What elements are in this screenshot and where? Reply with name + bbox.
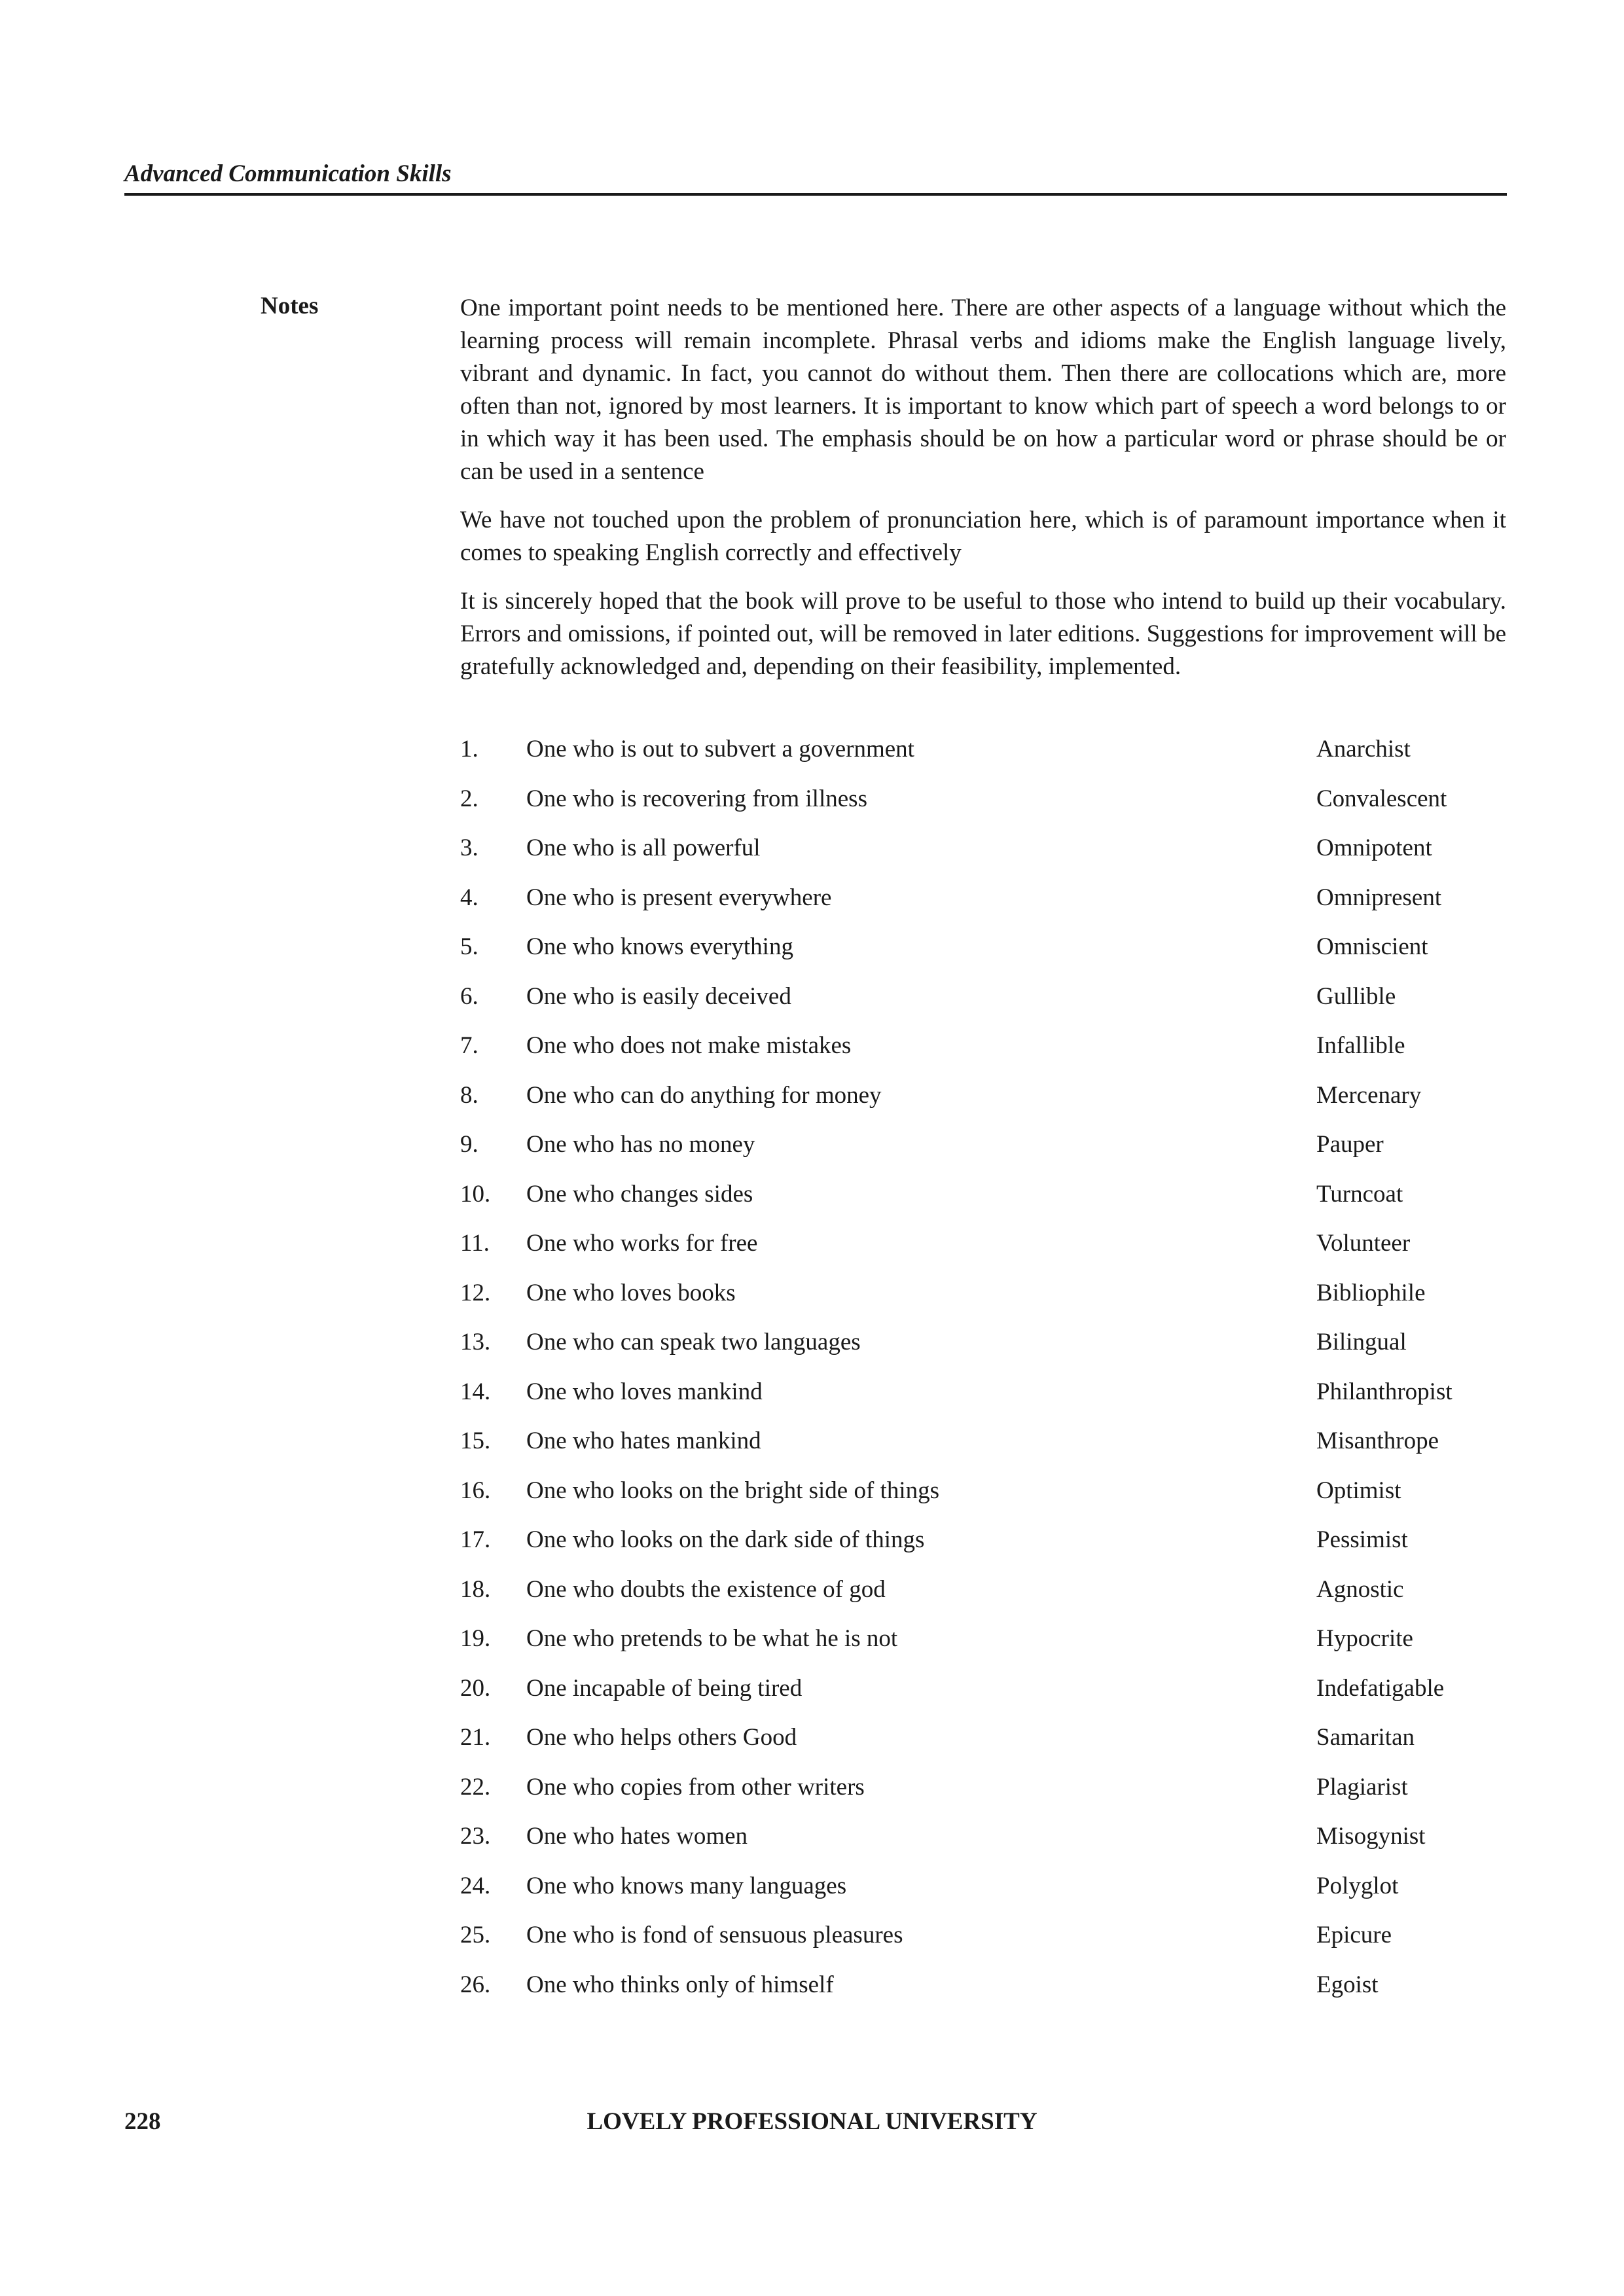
- list-item: [460, 1524, 1506, 1573]
- item-definition: One who doubts the existence of god: [526, 1575, 886, 1603]
- item-number: 12.: [460, 1279, 491, 1306]
- item-word: Omnipotent: [1316, 834, 1432, 861]
- item-number: 7.: [460, 1032, 478, 1059]
- list-item: [460, 832, 1506, 882]
- list-item: [460, 1919, 1506, 1969]
- list-item: [460, 1969, 1506, 2018]
- item-word: Optimist: [1316, 1477, 1401, 1504]
- item-definition: One who hates women: [526, 1823, 748, 1850]
- item-word: Philanthropist: [1316, 1378, 1453, 1405]
- item-number: 18.: [460, 1575, 491, 1603]
- item-word: Egoist: [1316, 1971, 1379, 1998]
- item-number: 16.: [460, 1477, 491, 1504]
- item-definition: One who is out to subvert a government: [526, 736, 914, 762]
- header-rule: [124, 193, 1507, 196]
- item-word: Omnipresent: [1316, 884, 1442, 911]
- list-item: [460, 1820, 1506, 1870]
- list-item: [460, 1376, 1506, 1426]
- item-definition: One who knows many languages: [526, 1872, 847, 1899]
- item-definition: One who can speak two languages: [526, 1329, 861, 1355]
- item-definition: One who is present everywhere: [526, 884, 832, 911]
- body-text: [460, 292, 1506, 699]
- list-item: [460, 733, 1506, 783]
- footer-publisher: LOVELY PROFESSIONAL UNIVERSITY: [586, 2108, 1038, 2135]
- item-word: Indefatigable: [1316, 1674, 1445, 1702]
- item-number: 13.: [460, 1329, 491, 1355]
- list-item: [460, 1030, 1506, 1079]
- item-word: Polyglot: [1316, 1872, 1399, 1899]
- list-item: [460, 1623, 1506, 1672]
- item-number: 24.: [460, 1872, 491, 1899]
- item-word: Turncoat: [1316, 1180, 1403, 1208]
- paragraph: We have not touched upon the problem of pronunciation here, which is of paramount importance when it comes to speaking English correctly and effectively: [460, 507, 1506, 566]
- item-definition: One who copies from other writers: [526, 1773, 865, 1801]
- item-definition: One who loves books: [526, 1279, 736, 1306]
- paragraph: One important point needs to be mentioned here. There are other aspects of a language without which the learning process will remain incomplete. Phrasal verbs and idioms make the English language lively, vibrant and dynamic. In fact, you cannot do without them. Then there are collocations which are, more often than not, ignored by most learners. It is important to know which part of speech a word belongs to or in which way it has been used. The emphasis should be on how a particular word or phrase should be or can be used in a sentence: [460, 295, 1506, 485]
- item-word: Infallible: [1316, 1032, 1405, 1059]
- item-number: 3.: [460, 834, 478, 861]
- notes-margin-label: Notes: [261, 293, 319, 319]
- list-item: [460, 980, 1506, 1030]
- item-word: Mercenary: [1316, 1081, 1422, 1109]
- item-number: 6.: [460, 982, 478, 1010]
- item-number: 25.: [460, 1922, 491, 1948]
- item-number: 21.: [460, 1724, 491, 1751]
- item-word: Anarchist: [1316, 736, 1411, 762]
- item-definition: One who is easily deceived: [526, 982, 791, 1010]
- item-definition: One who thinks only of himself: [526, 1971, 834, 1998]
- item-definition: One who loves mankind: [526, 1378, 763, 1405]
- item-definition: One who has no money: [526, 1131, 755, 1158]
- item-definition: One who is recovering from illness: [526, 785, 867, 812]
- item-word: Agnostic: [1316, 1575, 1404, 1603]
- list-item: [460, 1721, 1506, 1771]
- item-number: 20.: [460, 1674, 491, 1702]
- item-number: 2.: [460, 785, 478, 812]
- running-header: Advanced Communication Skills: [124, 160, 452, 187]
- item-word: Pauper: [1316, 1131, 1384, 1158]
- item-number: 19.: [460, 1625, 491, 1652]
- item-word: Volunteer: [1316, 1230, 1411, 1257]
- item-word: Pessimist: [1316, 1526, 1408, 1553]
- item-number: 11.: [460, 1230, 490, 1257]
- item-definition: One who helps others Good: [526, 1724, 797, 1751]
- item-number: 15.: [460, 1427, 491, 1454]
- page-number: 228: [124, 2108, 161, 2135]
- item-word: Omniscient: [1316, 933, 1428, 960]
- list-item: [460, 1326, 1506, 1376]
- item-word: Samaritan: [1316, 1724, 1415, 1751]
- item-word: Epicure: [1316, 1922, 1392, 1948]
- item-number: 17.: [460, 1526, 491, 1553]
- item-definition: One who looks on the bright side of things: [526, 1477, 940, 1504]
- list-item: [460, 1128, 1506, 1178]
- item-definition: One who hates mankind: [526, 1427, 761, 1454]
- item-word: Misanthrope: [1316, 1427, 1439, 1454]
- item-word: Hypocrite: [1316, 1625, 1413, 1652]
- item-number: 4.: [460, 884, 478, 911]
- item-definition: One who is fond of sensuous pleasures: [526, 1922, 903, 1948]
- list-item: [460, 1277, 1506, 1327]
- item-definition: One who changes sides: [526, 1180, 753, 1208]
- item-number: 9.: [460, 1131, 478, 1158]
- list-item: [460, 1475, 1506, 1524]
- list-item: [460, 1771, 1506, 1821]
- item-word: Convalescent: [1316, 785, 1447, 812]
- item-definition: One who can do anything for money: [526, 1081, 882, 1109]
- one-word-substitution-list: [460, 733, 1506, 2018]
- item-number: 22.: [460, 1773, 491, 1801]
- item-number: 23.: [460, 1823, 491, 1850]
- item-definition: One who works for free: [526, 1230, 758, 1257]
- paragraph: It is sincerely hoped that the book will prove to be useful to those who intend to build up their vocabulary. Errors and omissions, if pointed out, will be removed in later editions. Suggestions for improvement will be gratefully acknowledged and, depending on their feasibility, implemented.: [460, 588, 1506, 680]
- item-definition: One who pretends to be what he is not: [526, 1625, 898, 1652]
- list-item: [460, 1672, 1506, 1722]
- item-word: Bilingual: [1316, 1329, 1407, 1355]
- item-number: 26.: [460, 1971, 491, 1998]
- item-definition: One who is all powerful: [526, 834, 761, 861]
- list-item: [460, 1425, 1506, 1475]
- item-number: 10.: [460, 1180, 491, 1208]
- list-item: [460, 1178, 1506, 1228]
- item-number: 14.: [460, 1378, 491, 1405]
- list-item: [460, 1227, 1506, 1277]
- list-item: [460, 1079, 1506, 1129]
- item-word: Plagiarist: [1316, 1773, 1408, 1801]
- item-word: Gullible: [1316, 982, 1396, 1010]
- list-item: [460, 1573, 1506, 1623]
- list-item: [460, 783, 1506, 833]
- item-definition: One incapable of being tired: [526, 1674, 803, 1702]
- item-word: Misogynist: [1316, 1823, 1426, 1850]
- list-item: [460, 882, 1506, 931]
- item-definition: One who looks on the dark side of things: [526, 1526, 925, 1553]
- item-definition: One who knows everything: [526, 933, 793, 960]
- list-item: [460, 1870, 1506, 1920]
- item-word: Bibliophile: [1316, 1279, 1426, 1306]
- list-item: [460, 931, 1506, 980]
- item-definition: One who does not make mistakes: [526, 1032, 852, 1059]
- item-number: 5.: [460, 933, 478, 960]
- item-number: 1.: [460, 736, 478, 762]
- item-number: 8.: [460, 1081, 478, 1109]
